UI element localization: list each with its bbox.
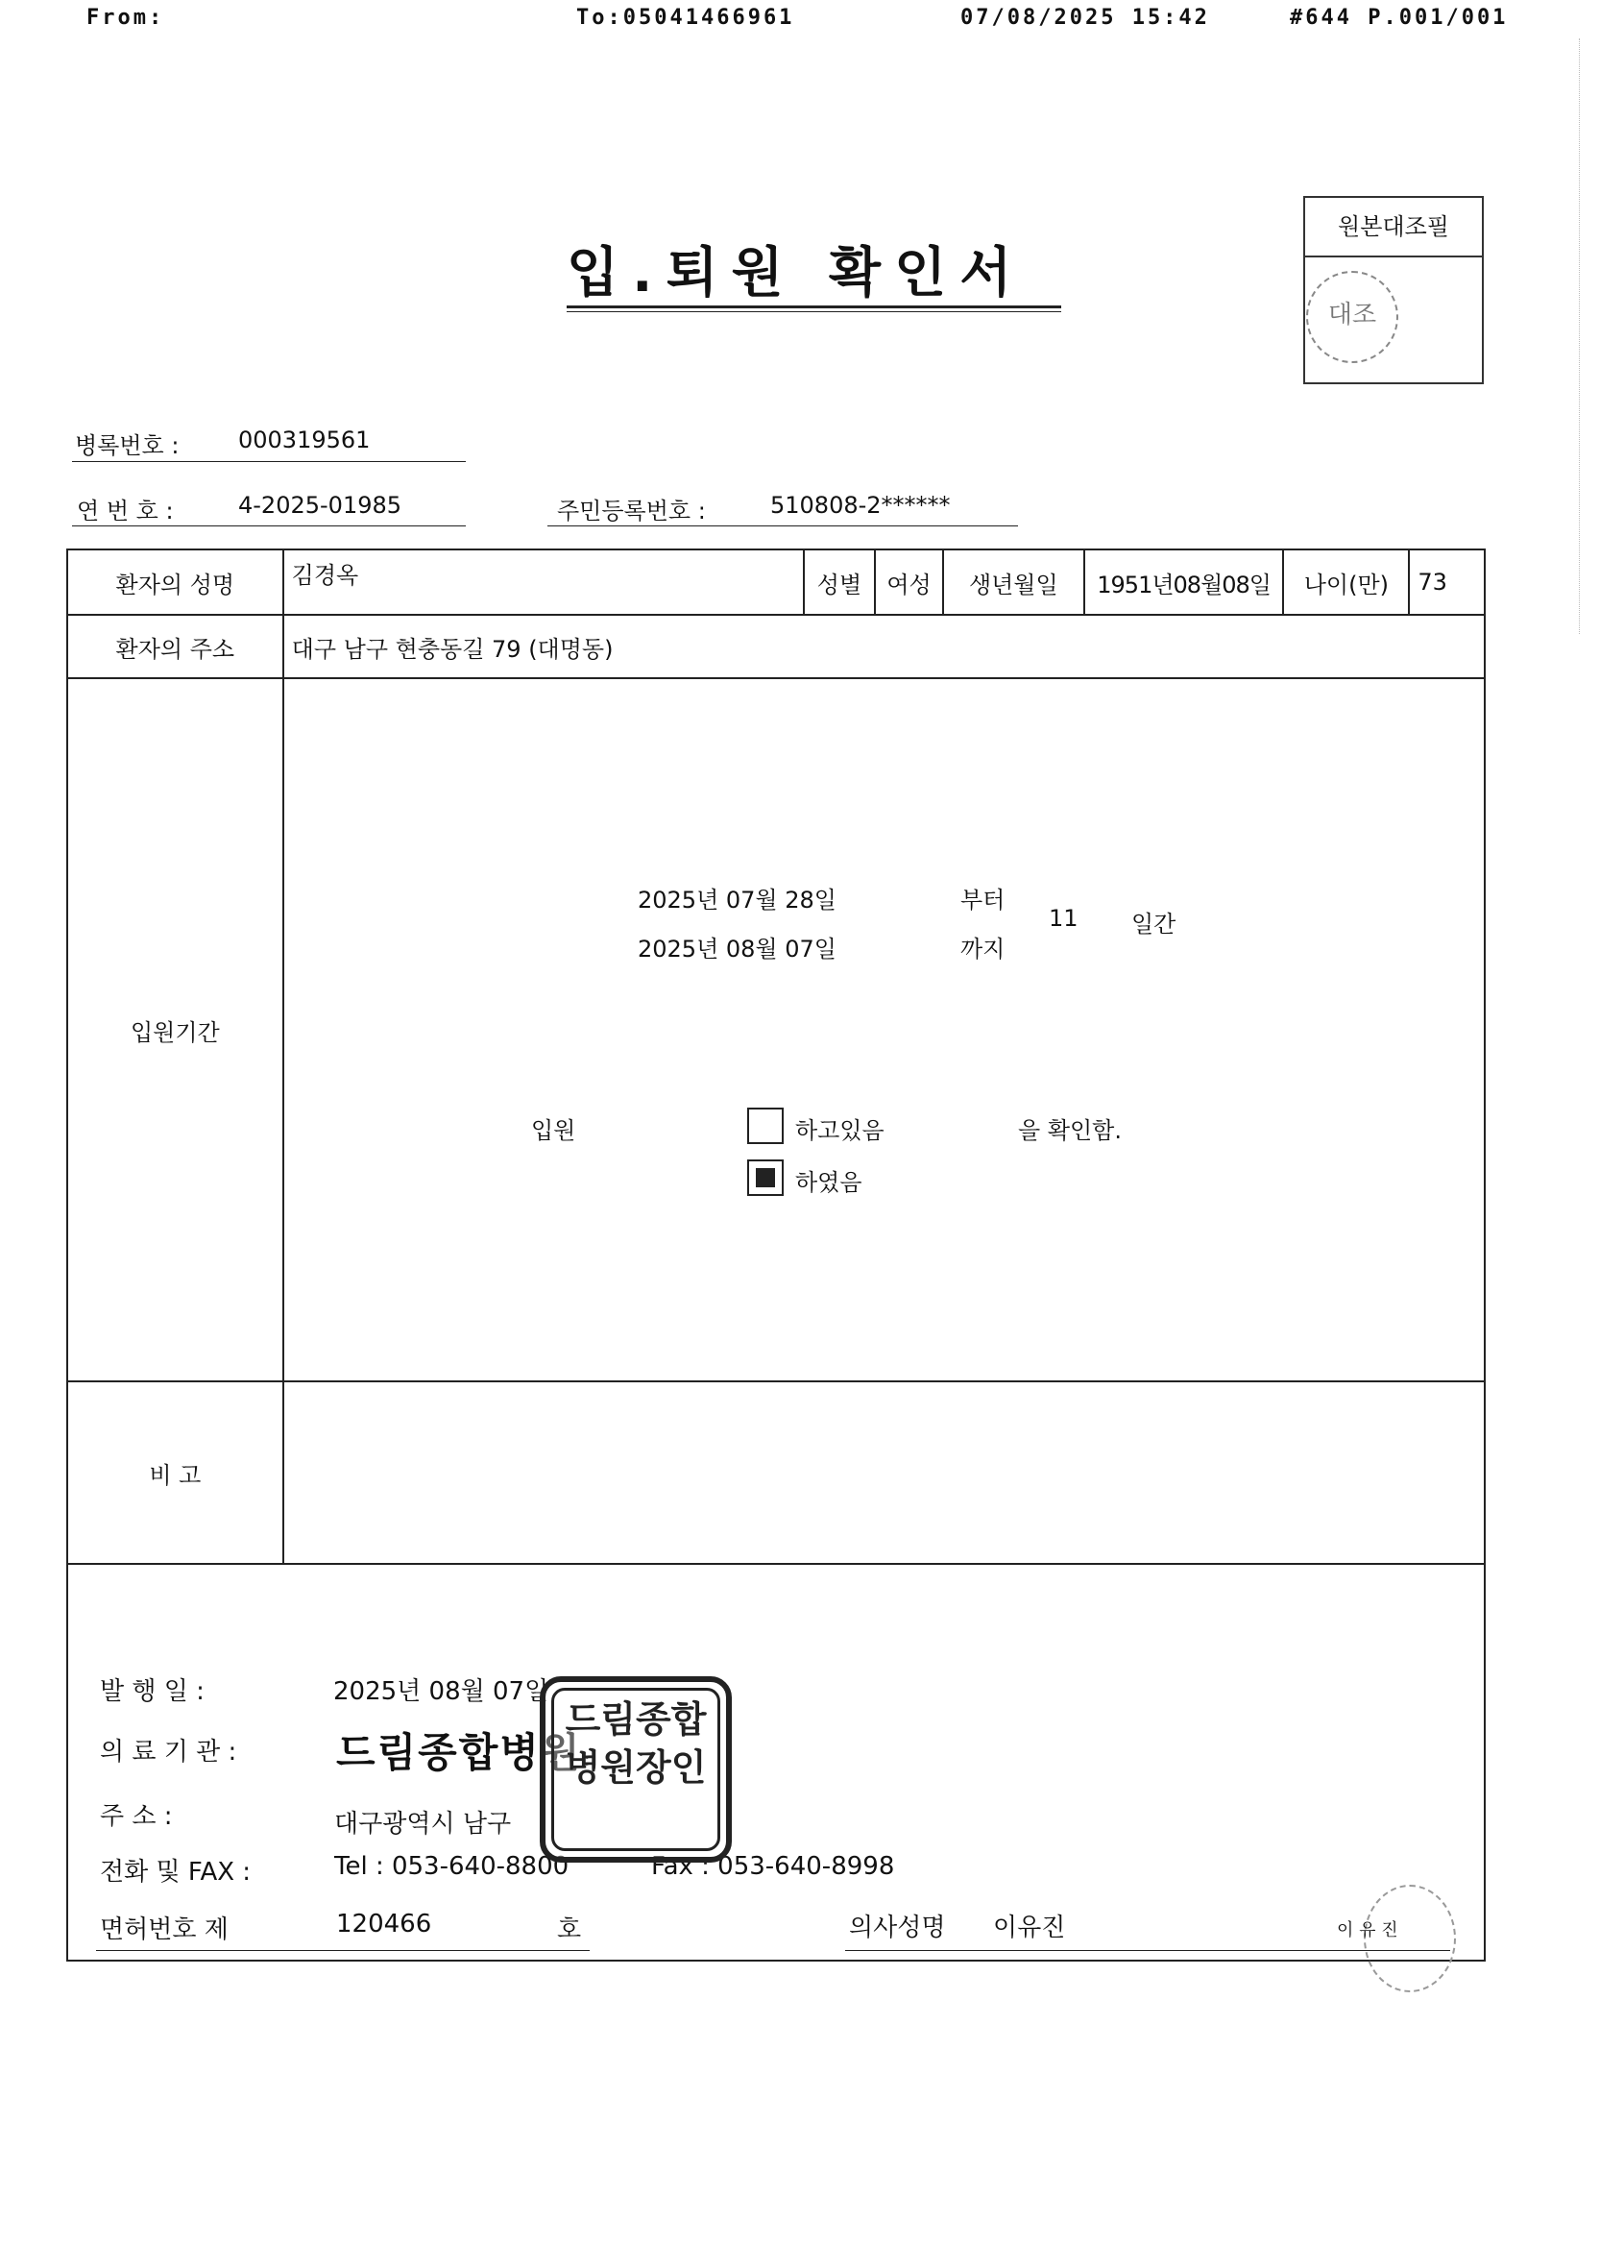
resident-number-underline: [547, 525, 1018, 526]
issuer-section: [67, 1564, 1485, 1961]
issue-date: 2025년 08월 07일: [333, 1677, 549, 1706]
doctor-signature: 이 유 진: [1337, 1920, 1398, 1940]
option-done-checkbox[interactable]: [747, 1159, 784, 1196]
sex-value: 여성: [875, 549, 943, 615]
option-done-label: 하였음: [795, 1169, 862, 1196]
doctor-name-label: 의사성명: [849, 1914, 946, 1942]
admission-days: 11: [1049, 905, 1079, 932]
resident-number: 510808-2******: [770, 492, 951, 519]
chart-number-label: 병록번호 :: [75, 432, 180, 459]
serial-number-underline: [72, 525, 466, 526]
option-current-label: 하고있음: [795, 1117, 885, 1144]
institution-address-label: 주 소 :: [100, 1802, 173, 1831]
license-number: 120466: [336, 1910, 432, 1939]
institution-label: 의 료 기 관 :: [100, 1738, 237, 1767]
chart-number-underline: [72, 461, 466, 462]
fax-number: Fax : 053-640-8998: [651, 1852, 895, 1881]
patient-name: 김경옥: [283, 549, 804, 615]
age-value: 73: [1409, 549, 1485, 615]
admission-from-word: 부터: [960, 887, 1006, 914]
admission-to-date: 2025년 08월 07일: [638, 936, 836, 963]
fax-from: From:: [86, 6, 165, 30]
address-value: 대구 남구 현충동길 79 (대명동): [283, 615, 1485, 678]
doctor-name: 이유진: [993, 1914, 1066, 1942]
remarks-value: [283, 1381, 1485, 1564]
admission-to-word: 까지: [960, 936, 1006, 963]
institution-name: 드림종합병원: [336, 1729, 582, 1776]
serial-number: 4-2025-01985: [238, 492, 402, 519]
title-underline: [567, 305, 1061, 308]
remarks-label: 비 고: [67, 1381, 283, 1564]
issue-date-label: 발 행 일 :: [100, 1677, 205, 1706]
admission-period-label: 입원기간: [67, 678, 283, 1381]
institution-address: 대구광역시 남구: [334, 1810, 512, 1839]
dob-label: 생년월일: [943, 549, 1084, 615]
sex-label: 성별: [804, 549, 876, 615]
original-check-label: 원본대조필: [1305, 198, 1482, 257]
serial-number-label: 연 번 호 :: [77, 498, 174, 524]
hospital-seal-text: 드림종합병원장인: [565, 1698, 707, 1789]
original-check-stamp: 대조: [1306, 271, 1398, 363]
admission-days-unit: 일간: [1131, 911, 1176, 938]
address-label: 환자의 주소: [67, 615, 283, 678]
phone-fax-label: 전화 및 FAX :: [100, 1858, 252, 1887]
resident-number-label: 주민등록번호 :: [557, 498, 706, 524]
admission-period-cell: [283, 678, 1485, 1381]
doctor-underline: [845, 1950, 1450, 1951]
license-suffix: 호: [557, 1915, 582, 1944]
patient-info-table: [66, 549, 1486, 1962]
fax-page: #644 P.001/001: [1290, 6, 1509, 30]
fax-datetime: 07/08/2025 15:42: [960, 6, 1210, 30]
document-title: 입.퇴원 확인서: [567, 242, 1026, 305]
hospital-seal: [540, 1676, 732, 1863]
scan-edge: [1579, 38, 1580, 634]
dob-value: 1951년08월08일: [1084, 549, 1284, 615]
license-underline: [96, 1950, 590, 1951]
admission-from-date: 2025년 07월 28일: [638, 887, 836, 914]
title-underline-thin: [567, 311, 1061, 312]
admission-status-prefix: 입원: [531, 1117, 576, 1144]
confirm-text: 을 확인함.: [1018, 1117, 1122, 1144]
fax-to: To:05041466961: [576, 6, 795, 30]
age-label: 나이(만): [1283, 549, 1409, 615]
chart-number: 000319561: [238, 427, 371, 453]
telephone: Tel : 053-640-8800: [334, 1852, 570, 1881]
patient-name-label: 환자의 성명: [67, 549, 283, 615]
option-current-checkbox[interactable]: [747, 1108, 784, 1144]
license-label: 면허번호 제: [100, 1915, 229, 1944]
